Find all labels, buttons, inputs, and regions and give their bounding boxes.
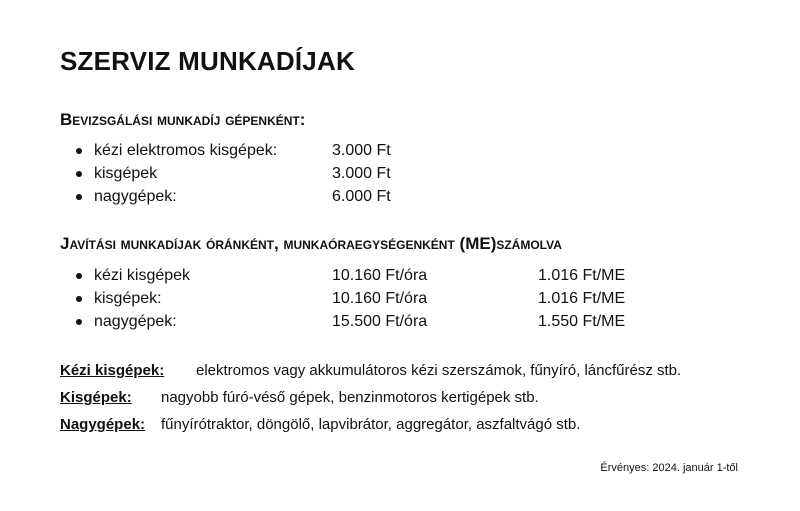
definition-description: nagyobb fúró-véső gépek, benzinmotoros kertigépek stb. [161,389,539,406]
item-name: kisgépek [94,165,158,182]
definition-term: Kézi kisgépek: [60,362,165,379]
page-title: SZERVIZ MUNKADÍJAK [60,46,355,76]
definition-description: fűnyírótraktor, döngölő, lapvibrátor, aggregátor, aszfaltvágó stb. [161,416,581,433]
item-name: kisgépek: [94,290,162,307]
repair-heading: Javítási munkadíjak óránként, munkaóraegységenként (ME)számolva [60,234,562,253]
item-me-rate: 1.016 Ft/ME [538,290,626,307]
item-me-rate: 1.550 Ft/ME [538,313,626,330]
item-name: nagygépek: [94,188,177,205]
validity-note: Érvényes: 2024. január 1-től [600,462,738,474]
definition-term: Nagygépek: [60,416,146,433]
item-name: kézi kisgépek [94,267,191,284]
item-hourly-rate: 15.500 Ft/óra [332,313,428,330]
bullet-icon [76,194,82,200]
bullet-icon [76,319,82,325]
item-price: 3.000 Ft [332,165,391,182]
item-me-rate: 1.016 Ft/ME [538,267,626,284]
definition-term: Kisgépek: [60,389,132,406]
bullet-icon [76,273,82,279]
definition-description: elektromos vagy akkumulátoros kézi szerszámok, fűnyíró, láncfűrész stb. [196,362,682,379]
item-hourly-rate: 10.160 Ft/óra [332,267,428,284]
bullet-icon [76,296,82,302]
item-price: 6.000 Ft [332,188,391,205]
item-hourly-rate: 10.160 Ft/óra [332,290,428,307]
item-name: kézi elektromos kisgépek: [94,142,278,159]
item-name: nagygépek: [94,313,177,330]
bullet-icon [76,148,82,154]
inspection-heading: Bevizsgálási munkadíj gépenként: [60,110,306,129]
item-price: 3.000 Ft [332,142,391,159]
bullet-icon [76,171,82,177]
